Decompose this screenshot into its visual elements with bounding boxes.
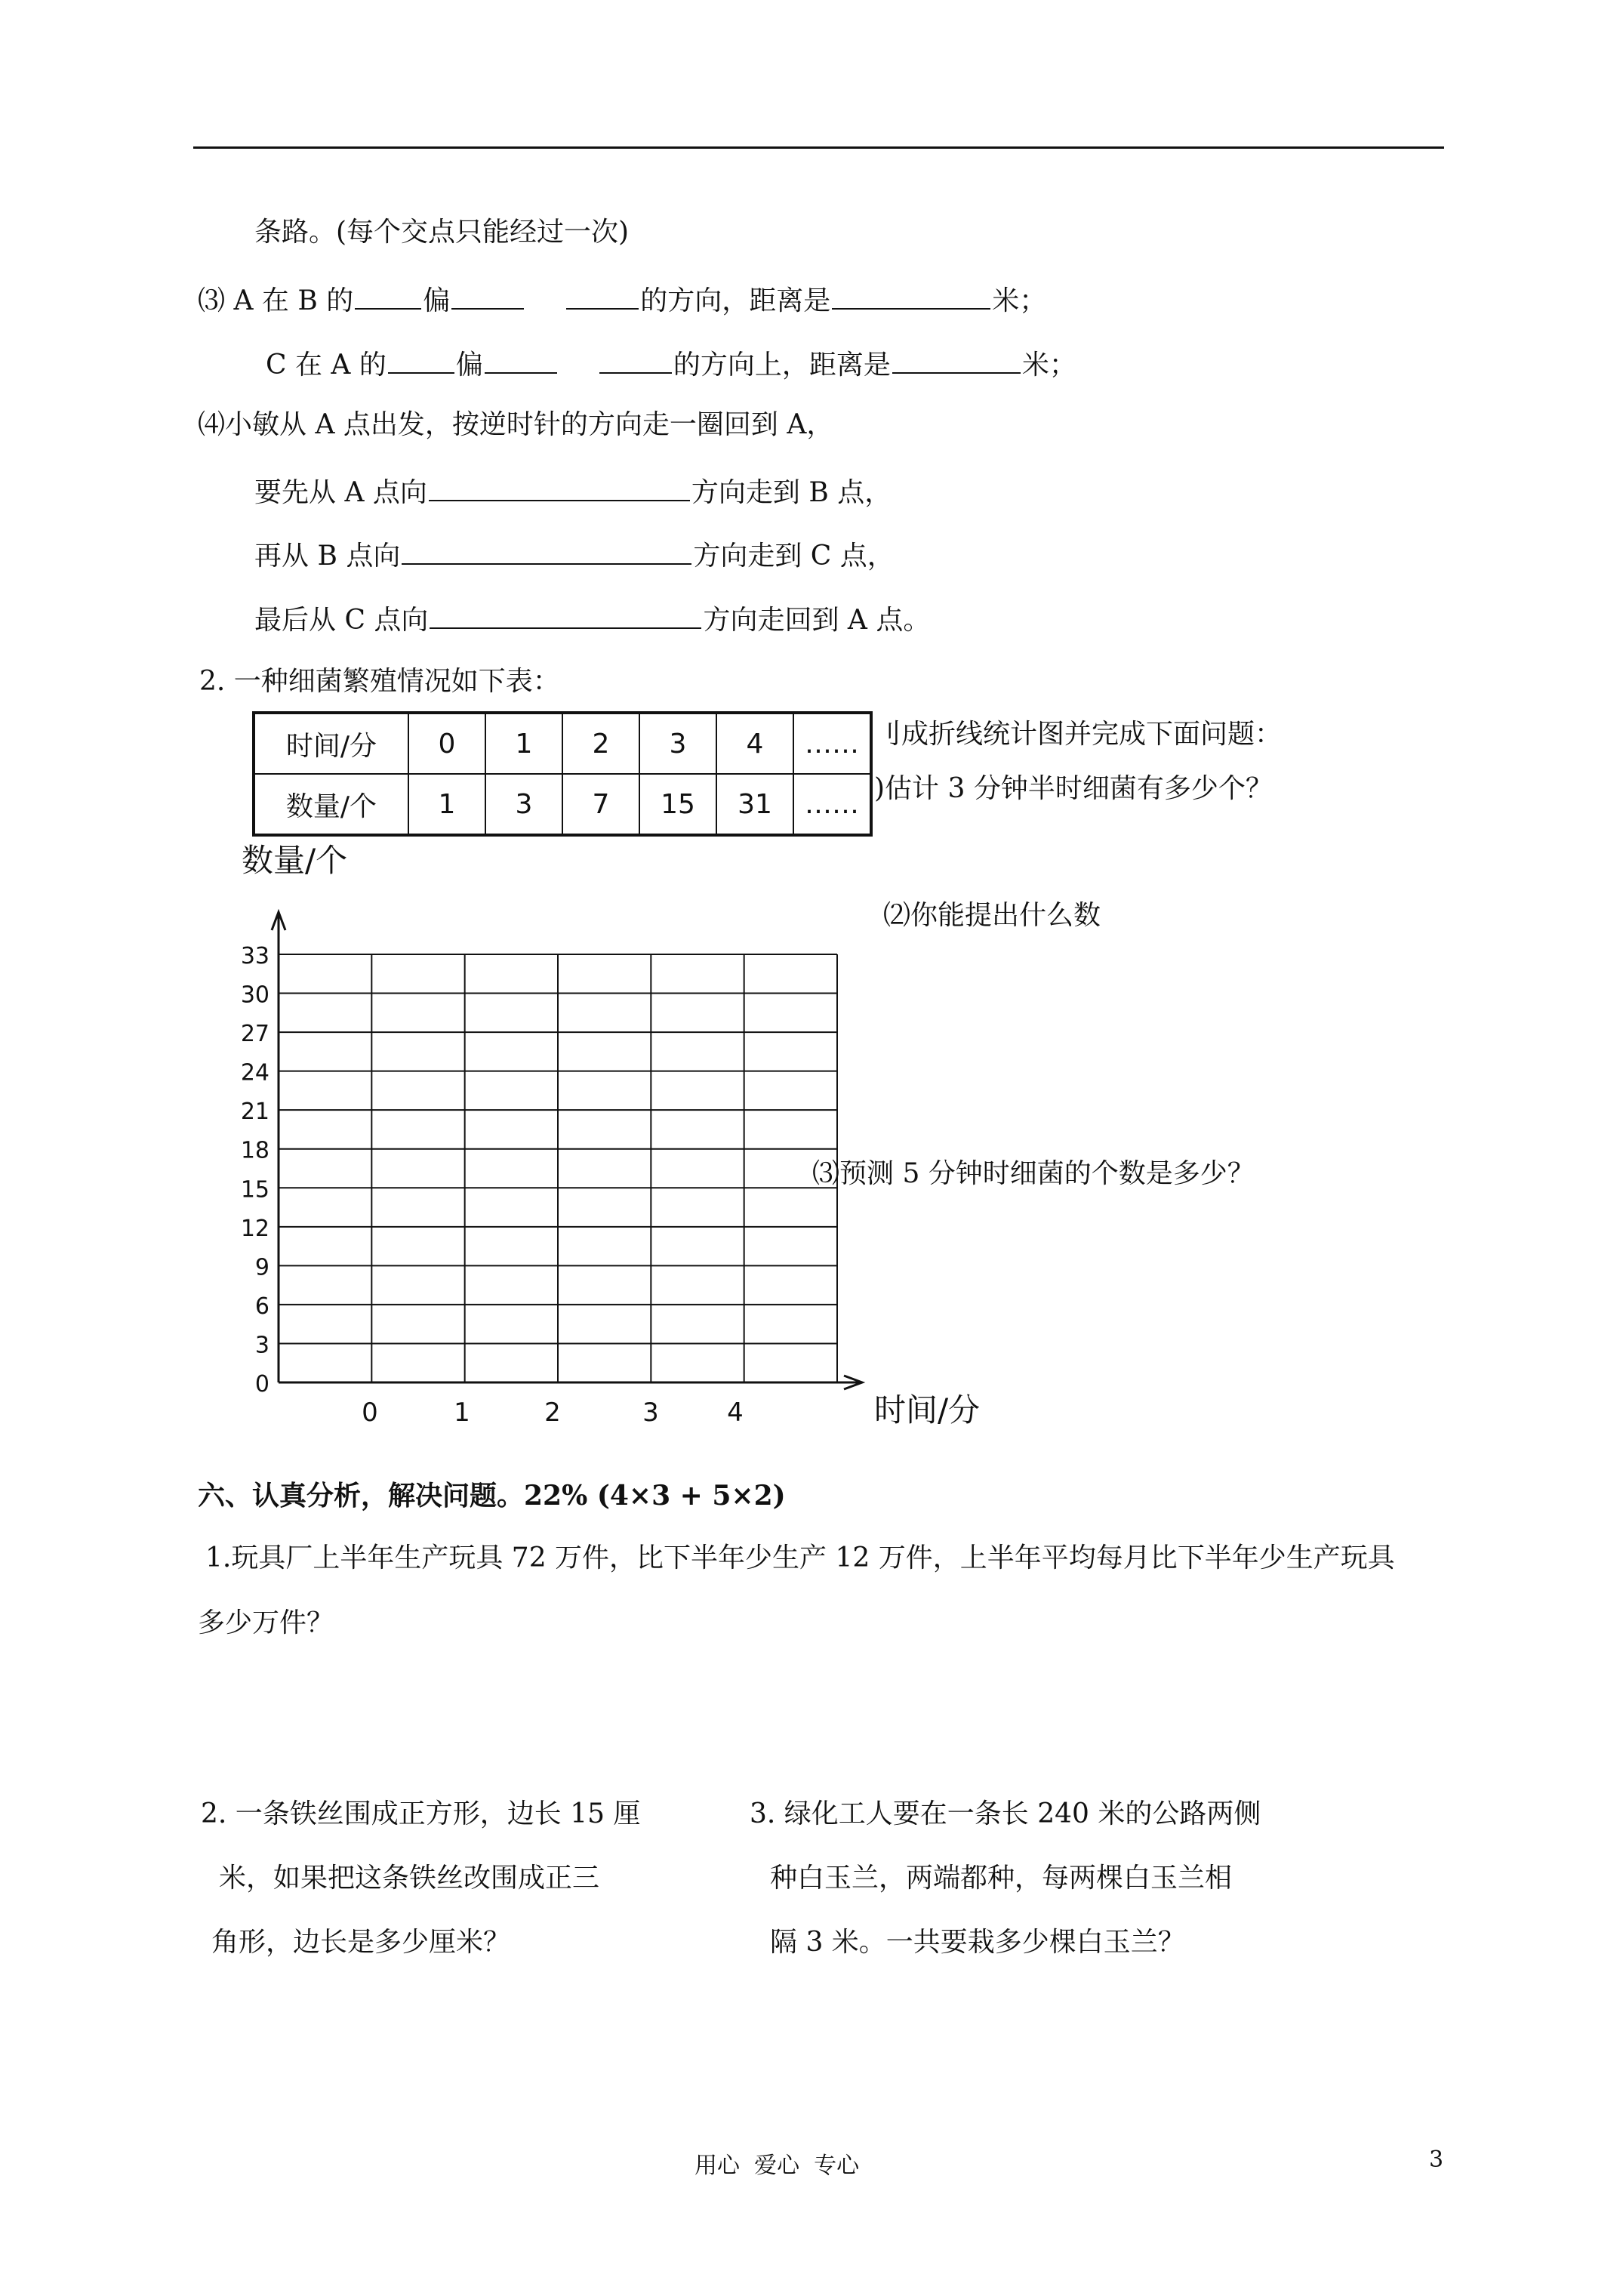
s6-q3-line1: 3. 绿化工人要在一条长 240 米的公路两侧 <box>750 1798 1261 1829</box>
table-cell: 1 <box>408 774 485 835</box>
q2-title: 2. 一种细菌繁殖情况如下表： <box>199 666 560 697</box>
table-cell: 31 <box>716 774 793 835</box>
s6-q3-line2: 种白玉兰，两端都种，每两棵白玉兰相 <box>770 1863 1233 1894</box>
q1-part4-intro: ⑷小敏从 A 点出发，按逆时针的方向走一圈回到 A， <box>198 409 834 440</box>
table-cell: 4 <box>716 713 793 774</box>
blank-path-c[interactable] <box>430 602 701 629</box>
y-tick-label: 9 <box>254 1254 269 1281</box>
line-chart <box>211 838 1012 1442</box>
y-tick-label: 33 <box>240 943 269 969</box>
y-tick-label: 21 <box>240 1099 269 1126</box>
table-cell: 3 <box>639 713 716 774</box>
table-row-time <box>254 713 871 774</box>
x-tick-label: 2 <box>544 1398 561 1428</box>
table-cell: 0 <box>408 713 485 774</box>
x-axis-title: 时间/分 <box>874 1391 981 1428</box>
y-tick-label: 12 <box>240 1215 269 1242</box>
s6-q2-line1: 2. 一条铁丝围成正方形，边长 15 厘 <box>201 1798 641 1829</box>
table-cell: 3 <box>485 774 562 835</box>
q2-instruction: 刂成折线统计图并完成下面问题： <box>874 719 1283 750</box>
x-tick-label: 1 <box>454 1398 470 1428</box>
page-number: 3 <box>1429 2147 1444 2173</box>
table-cell: 1 <box>485 713 562 774</box>
table-header-count: 数量/个 <box>254 774 408 835</box>
y-tick-label: 24 <box>240 1059 269 1086</box>
x-tick-label: 3 <box>642 1398 659 1428</box>
s6-q1-line2: 多少万件？ <box>198 1607 334 1638</box>
table-cell: …… <box>793 774 871 835</box>
y-tick-label: 3 <box>254 1332 269 1359</box>
blank-direction-5[interactable] <box>485 347 557 374</box>
blank-path-a[interactable] <box>429 474 690 501</box>
y-tick-label: 0 <box>254 1371 269 1398</box>
table-cell: …… <box>793 713 871 774</box>
bacteria-table <box>252 711 873 837</box>
q1-part4-b: 再从 B 点向 方向走到 C 点， <box>254 538 895 570</box>
blank-direction-2[interactable] <box>451 282 524 310</box>
section6-title: 六、认真分析，解决问题。22% (4×3 + 5×2) <box>198 1480 786 1512</box>
q1-part3-line1: ⑶ A 在 B 的 偏 的方向，距离是 米； <box>198 282 1046 315</box>
s6-q2-line3: 角形，边长是多少厘米？ <box>211 1927 511 1958</box>
y-tick-label: 27 <box>240 1021 269 1048</box>
blank-direction-4[interactable] <box>388 347 454 374</box>
footer-motto: 用心 爱心 专心 <box>694 2153 860 2179</box>
blank-distance-ab[interactable] <box>832 282 990 310</box>
table-cell: 7 <box>562 774 639 835</box>
q1-continuation-line: 条路。(每个交点只能经过一次) <box>254 217 630 248</box>
s6-q1-line1: 1.玩具厂上半年生产玩具 72 万件，比下半年少生产 12 万件，上半年平均每月比下半年少生产玩具 <box>205 1542 1395 1573</box>
table-cell: 2 <box>562 713 639 774</box>
s6-q2-line2: 米，如果把这条铁丝改围成正三 <box>219 1863 600 1894</box>
blank-path-b[interactable] <box>402 538 691 565</box>
q2-sub1: )估计 3 分钟半时细菌有多少个？ <box>874 773 1273 804</box>
blank-direction-3[interactable] <box>566 282 639 310</box>
blank-direction-6[interactable] <box>599 347 672 374</box>
q1-part3-line2: C 在 A 的 偏 的方向上，距离是 米； <box>266 347 1076 379</box>
x-tick-label: 4 <box>727 1398 744 1428</box>
y-tick-label: 30 <box>240 982 269 1009</box>
q1-part4-c: 最后从 C 点向 方向走回到 A 点。 <box>254 602 930 634</box>
x-tick-label: 0 <box>362 1398 378 1428</box>
table-row-count <box>254 774 871 835</box>
y-tick-label: 15 <box>240 1176 269 1203</box>
y-axis-title: 数量/个 <box>242 842 348 879</box>
blank-distance-ca[interactable] <box>892 347 1021 374</box>
q1-part4-a: 要先从 A 点向 方向走到 B 点， <box>254 474 892 507</box>
header-rule <box>193 146 1444 149</box>
y-tick-label: 6 <box>254 1293 269 1320</box>
q2-sub2: ⑵你能提出什么数 <box>883 900 1101 931</box>
q2-sub3: ⑶预测 5 分钟时细菌的个数是多少？ <box>812 1158 1255 1189</box>
s6-q3-line3: 隔 3 米。一共要栽多少棵白玉兰？ <box>770 1927 1185 1958</box>
table-header-time: 时间/分 <box>254 713 408 774</box>
table-cell: 15 <box>639 774 716 835</box>
blank-direction-1[interactable] <box>355 282 421 310</box>
y-tick-label: 18 <box>240 1137 269 1164</box>
